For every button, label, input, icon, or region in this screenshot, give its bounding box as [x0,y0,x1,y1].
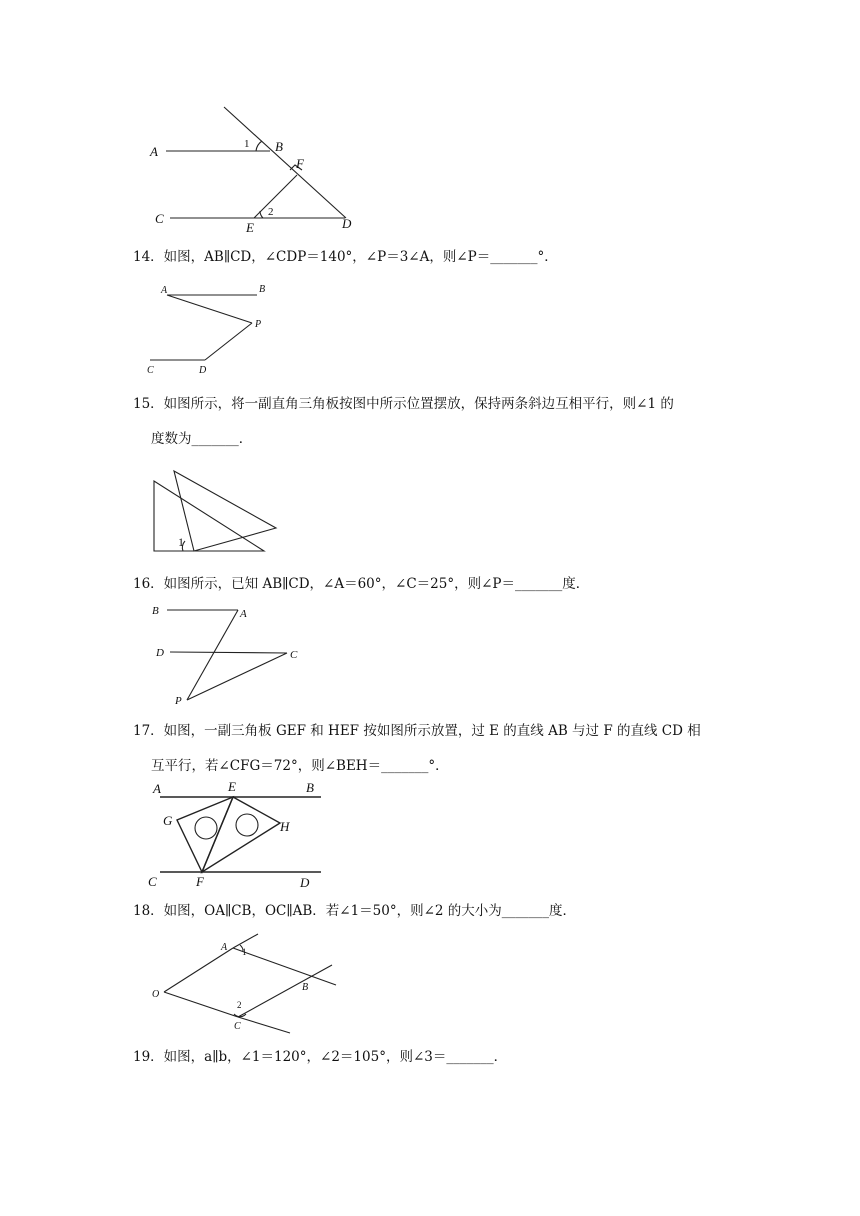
label-1: 1 [244,138,250,150]
label-d: D [199,365,207,376]
label-b: B [306,780,314,795]
label-f: F [196,874,204,889]
label-a: A [221,942,228,953]
question-15-line1: 15．如图所示，将一副直角三角板按图中所示位置摆放，保持两条斜边互相平行，则∠1 的 [133,396,674,412]
label-b: B [302,982,309,993]
label-o: O [152,989,160,1000]
label-a: A [161,285,168,296]
question-17-line2: 互平行，若∠CFG＝72°，则∠BEH＝_______°． [151,758,449,774]
label-c: C [290,649,298,661]
question-14: 14．如图，AB∥CD，∠CDP＝140°，∠P＝3∠A，则∠P＝_______°． [133,249,558,265]
label-b: B [152,605,159,617]
question-15-line2: 度数为_______． [151,431,253,447]
label-p: P [175,695,182,707]
label-f: F [296,156,304,171]
question-18: 18．如图，OA∥CB，OC∥AB．若∠1＝50°，则∠2 的大小为_______度． [133,903,577,919]
label-2: 2 [237,1000,242,1010]
label-a: A [153,781,161,796]
label-b: B [275,139,283,154]
label-c: C [155,211,164,226]
label-d: D [342,216,352,231]
label-h: H [280,819,290,834]
label-c: C [147,365,154,376]
label-1: 1 [242,947,247,957]
label-2: 2 [268,206,274,218]
label-d: D [300,875,310,890]
question-16: 16．如图所示，已知 AB∥CD，∠A＝60°，∠C＝25°，则∠P＝_______度． [133,576,590,592]
question-19: 19．如图，a∥b，∠1＝120°，∠2＝105°，则∠3＝_______． [133,1049,508,1065]
label-d: D [156,647,164,659]
label-e: E [246,220,254,235]
label-c: C [148,874,157,889]
label-c: C [234,1021,241,1032]
label-g: G [163,813,173,828]
label-p: P [255,319,262,330]
label-1: 1 [178,535,184,549]
label-e: E [228,779,236,794]
label-a: A [240,608,247,620]
label-b: B [259,284,266,295]
label-a: A [150,144,158,159]
question-17-line1: 17．如图，一副三角板 GEF 和 HEF 按如图所示放置，过 E 的直线 AB 与过 F 的直线 CD 相 [133,723,701,739]
